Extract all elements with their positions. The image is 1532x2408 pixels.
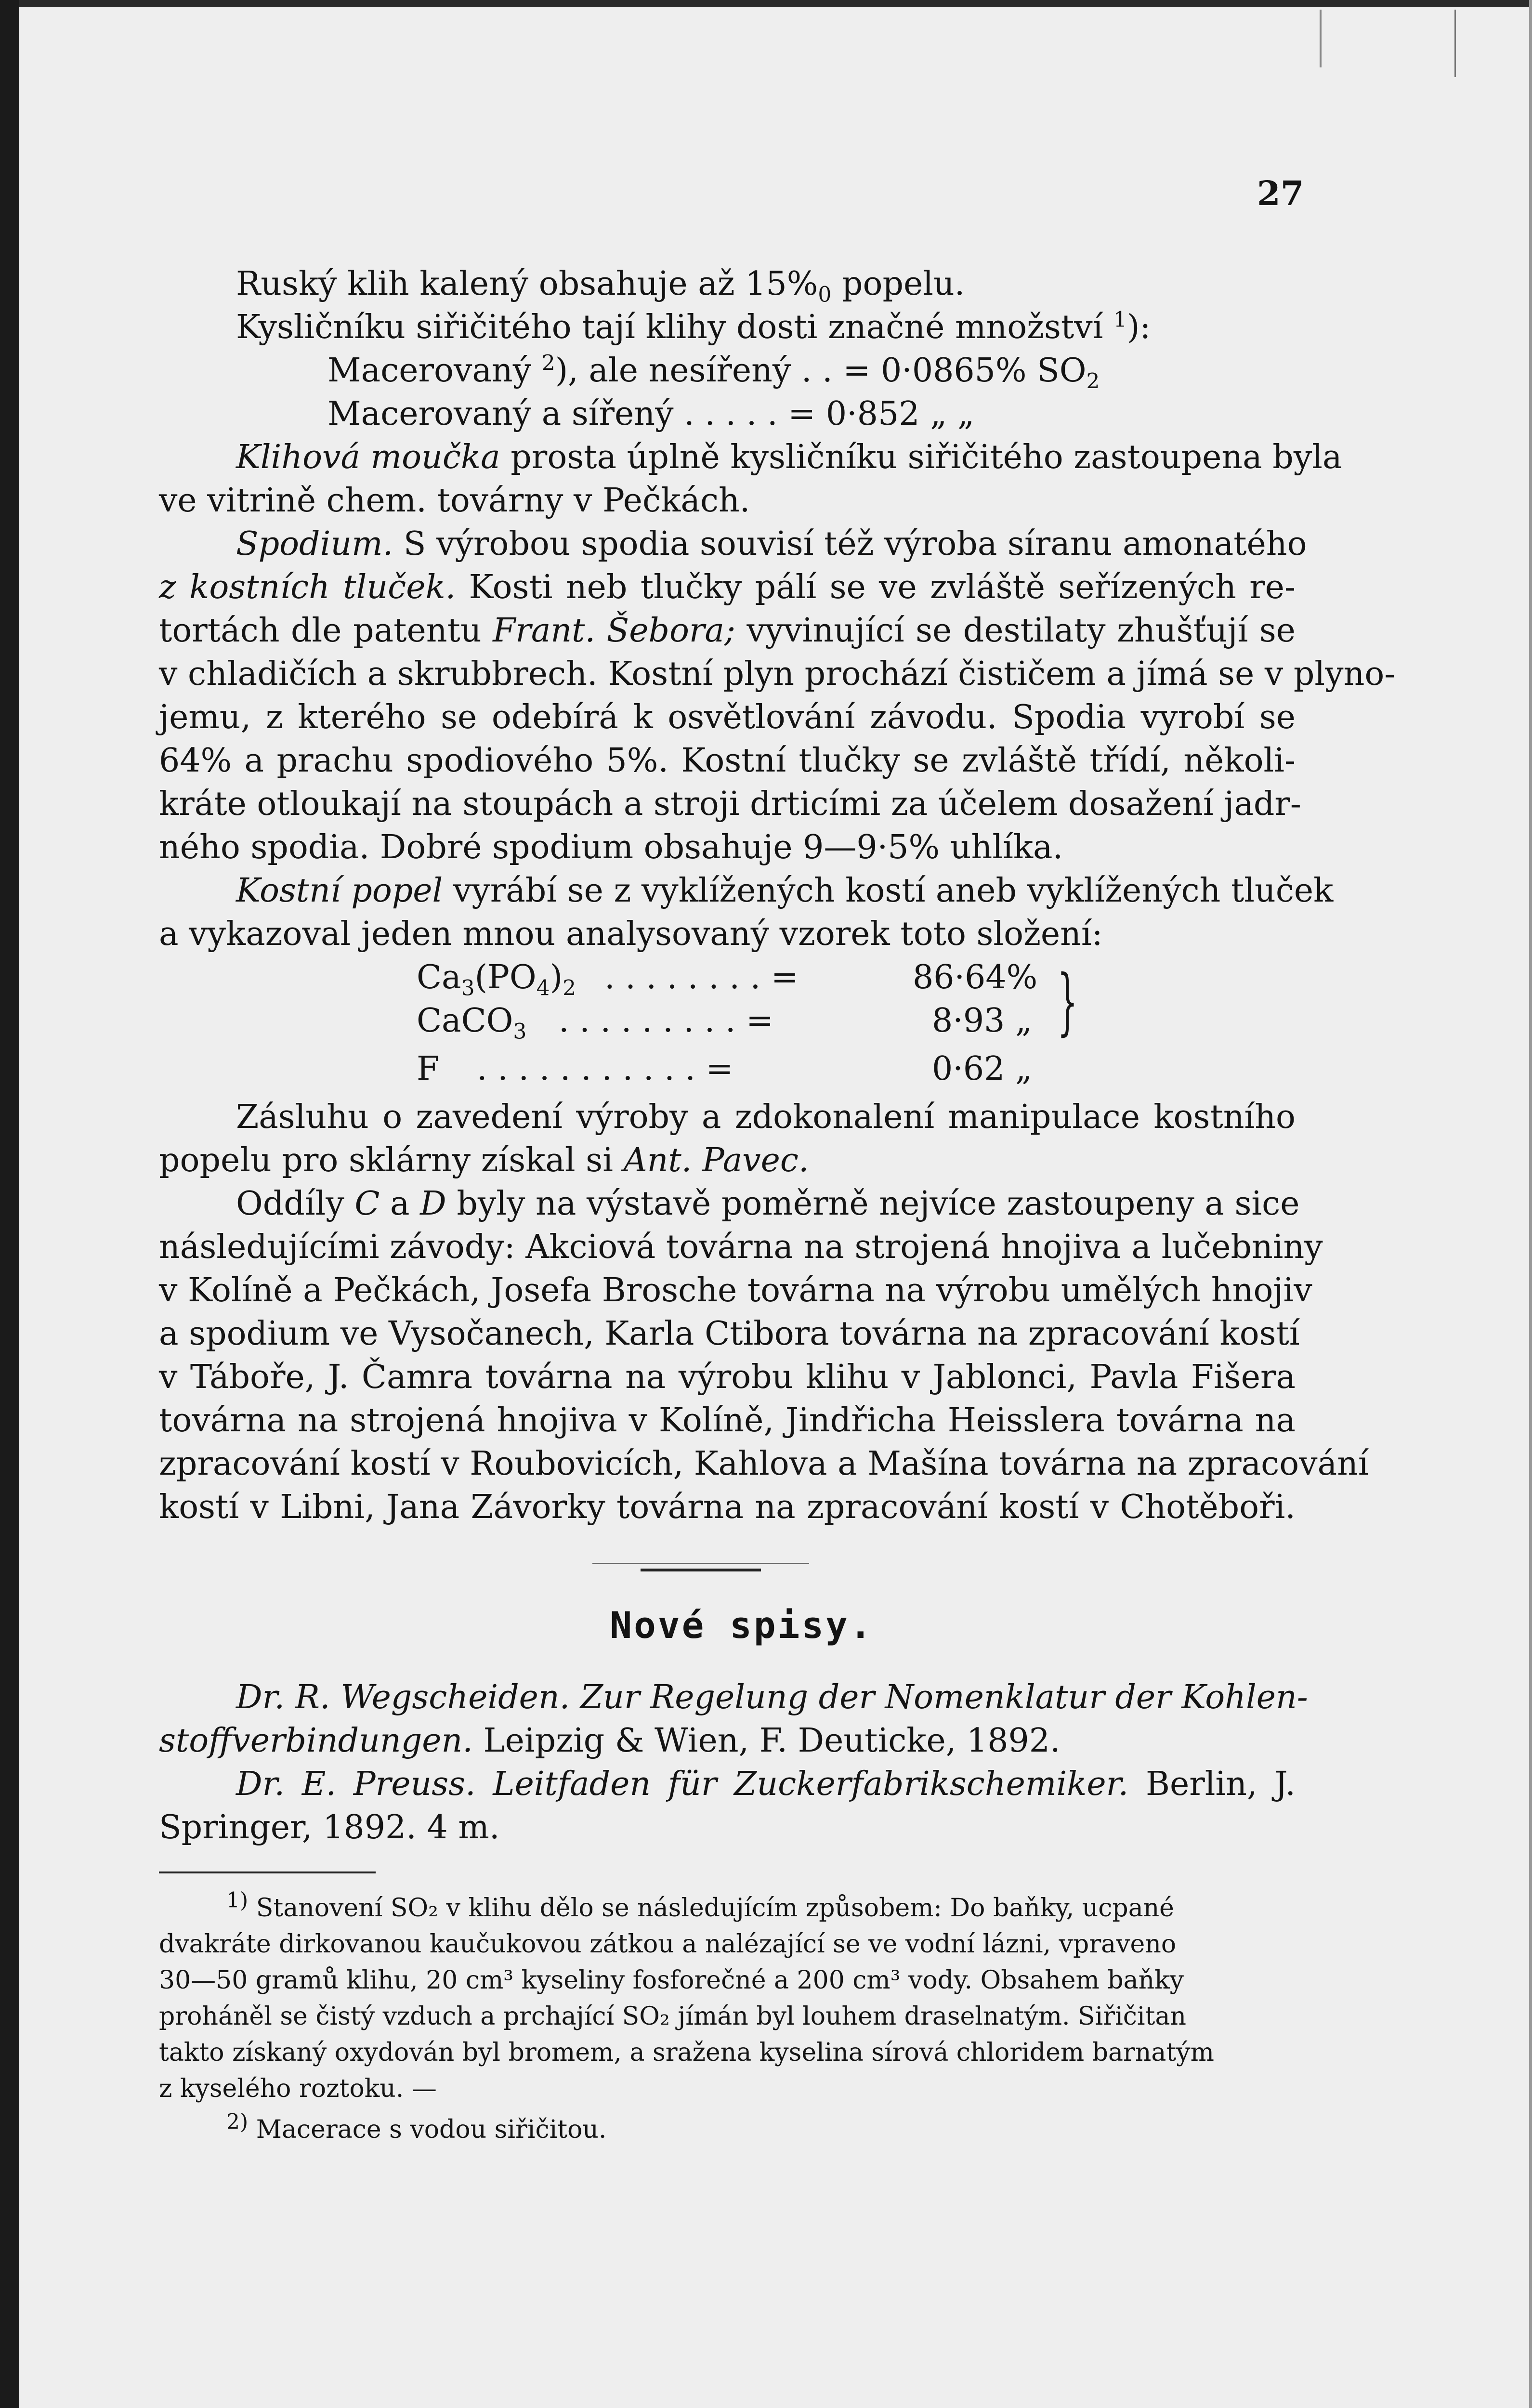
text-line: Oddíly C a D byly na výstavě poměrně nejvíce zastoupeny a sice: [236, 1185, 1300, 1223]
text-line: a vykazoval jeden mnou analysovaný vzorek toto složení:: [159, 915, 1103, 953]
section-divider: [641, 1569, 761, 1571]
page-number: 27: [1257, 173, 1304, 213]
text-line: následujícími závody: Akciová továrna na strojená hnojiva a lučebniny: [159, 1228, 1323, 1266]
footnote: proháněl se čistý vzduch a prchající SO₂ jímán byl louhem draselnatým. Siřičitan: [159, 2002, 1186, 2031]
brace: }: [1057, 960, 1078, 1044]
text-line: v chladičích a skrubbrech. Kostní plyn prochází čističem a jímá se v plyno-: [159, 655, 1396, 693]
text-line: Macerovaný a sířený . . . . . = 0·852 „ „: [327, 395, 975, 433]
footnote: z kyselého roztoku. —: [159, 2074, 437, 2103]
footnote: $^{1)}$ Stanovení SO₂ v klihu dělo se následujícím způsobem: Do baňky, ucpané: [226, 1888, 1174, 1923]
section-divider: [592, 1563, 809, 1564]
scan-edge-top: [0, 0, 1532, 7]
footnote: dvakráte dirkovanou kaučukovou zátkou a nalézající se ve vodní lázni, vpraveno: [159, 1930, 1177, 1959]
text-line: a spodium ve Vysočanech, Karla Ctibora továrna na zpracování kostí: [159, 1315, 1300, 1353]
scan-artifact: [1320, 10, 1322, 67]
composition-dots: . . . . . . . . . . . =: [477, 1050, 733, 1088]
publication-entry: Springer, 1892. 4 m.: [159, 1808, 500, 1846]
text-line: ného spodia. Dobré spodium obsahuje 9—9·5% uhlíka.: [159, 828, 1063, 866]
text-line: Ruský klih kalený obsahuje až $15\%_0$ popelu.: [236, 265, 965, 307]
text-line: Spodium. S výrobou spodia souvisí též výroba síranu amonatého: [236, 525, 1307, 563]
footnote: takto získaný oxydován byl bromem, a sražena kyselina sírová chloridem barnatým: [159, 2038, 1214, 2067]
text-line: z kostních tluček. Kosti neb tlučky pálí se ve zvláště seřízených re-: [159, 568, 1296, 606]
composition-formula: CaCO$_3$: [417, 1002, 527, 1044]
footnote: 30—50 gramů klihu, 20 cm³ kyseliny fosforečné a 200 cm³ vody. Obsahem baňky: [159, 1966, 1184, 1995]
text-line: Klihová moučka prosta úplně kysličníku siřičitého zastoupena byla: [236, 438, 1342, 476]
footnote-rule: [159, 1871, 376, 1873]
text-line: v Táboře, J. Čamra továrna na výrobu klihu v Jablonci, Pavla Fišera: [159, 1358, 1296, 1396]
composition-dots: . . . . . . . . . =: [559, 1002, 774, 1040]
composition-value: 0·62 „: [932, 1050, 1033, 1088]
text-line: jemu, z kterého se odebírá k osvětlování závodu. Spodia vyrobí se: [159, 698, 1296, 736]
text-line: Kostní popel vyrábí se z vyklížených kostí aneb vyklížených tluček: [236, 872, 1334, 910]
text-line: 64% a prachu spodiového 5%. Kostní tlučky se zvláště třídí, několi-: [159, 742, 1296, 780]
composition-formula: $Ca_3(PO_4)_2$: [417, 958, 576, 1001]
text-line: v Kolíně a Pečkách, Josefa Brosche továrna na výrobu umělých hnojiv: [159, 1271, 1312, 1309]
text-line: zpracování kostí v Roubovicích, Kahlova a Mašína továrna na zpracování: [159, 1445, 1369, 1483]
publication-entry: Dr. E. Preuss. Leitfaden für Zuckerfabrikschemiker. Berlin, J.: [236, 1765, 1296, 1803]
composition-dots: . . . . . . . . =: [604, 958, 799, 996]
text-line: Kysličníku siřičitého tají klihy dosti značné množství $^1$):: [236, 307, 1151, 346]
section-title: Nové spisy.: [610, 1604, 874, 1647]
composition-value: 86·64%: [913, 958, 1038, 996]
scan-edge-right: [1529, 0, 1532, 2408]
text-line: Zásluhu o zavedení výroby a zdokonalení manipulace kostního: [236, 1098, 1296, 1136]
footnote: $^{2)}$ Macerace s vodou siřičitou.: [226, 2109, 607, 2144]
composition-value: 8·93 „: [932, 1002, 1033, 1040]
composition-formula: F: [417, 1050, 440, 1088]
publication-entry: stoffverbindungen. Leipzig & Wien, F. Deuticke, 1892.: [159, 1722, 1061, 1760]
scan-artifact: [1454, 10, 1456, 77]
text-line: továrna na strojená hnojiva v Kolíně, Jindřicha Heisslera továrna na: [159, 1401, 1296, 1440]
text-line: ve vitrině chem. továrny v Pečkách.: [159, 482, 750, 520]
text-line: kráte otloukají na stoupách a stroji drticími za účelem dosažení jadr-: [159, 785, 1301, 823]
text-line: Macerovaný $^2$), ale nesířený . . = 0·0865% $SO_2$: [327, 351, 1100, 394]
text-line: tortách dle patentu Frant. Šebora; vyvinující se destilaty zhušťují se: [159, 612, 1296, 650]
text-line: popelu pro sklárny získal si Ant. Pavec.: [159, 1141, 809, 1179]
publication-entry: Dr. R. Wegscheiden. Zur Regelung der Nomenklatur der Kohlen-: [236, 1678, 1308, 1716]
scan-edge-left: [0, 0, 19, 2408]
text-line: kostí v Libni, Jana Závorky továrna na zpracování kostí v Chotěboři.: [159, 1488, 1296, 1526]
